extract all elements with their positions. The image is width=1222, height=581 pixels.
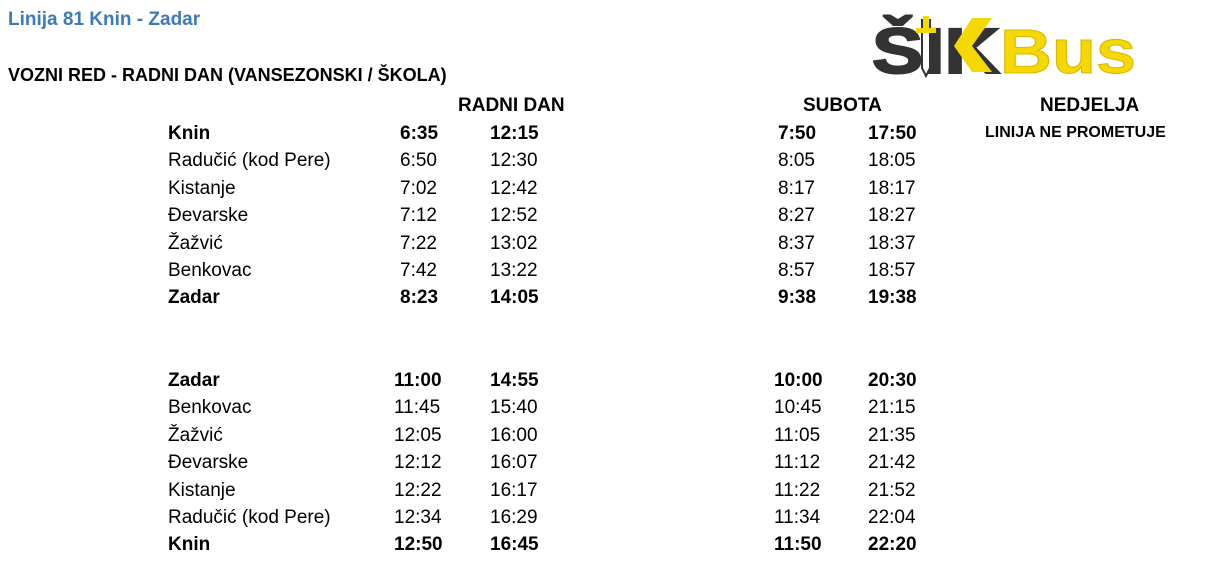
table-row <box>0 426 1222 453</box>
subota-time-2: 20:30 <box>868 370 917 391</box>
radni-dan-time-2: 12:30 <box>490 150 538 172</box>
subota-time-2: 22:04 <box>868 507 916 528</box>
radni-dan-time-2: 13:22 <box>490 260 538 281</box>
subota-time-1: 8:37 <box>778 232 815 254</box>
subota-time-2: 21:42 <box>868 452 916 474</box>
subota-time-1: 8:17 <box>778 177 815 199</box>
column-header-nedjelja: NEDJELJA <box>1040 95 1140 116</box>
table-row <box>0 261 1222 288</box>
subota-time-2: 18:17 <box>868 177 916 199</box>
radni-dan-time-1: 12:12 <box>394 452 442 474</box>
subota-time-1: 8:05 <box>778 150 815 172</box>
table-row <box>0 453 1222 480</box>
radni-dan-time-2: 12:52 <box>490 205 538 227</box>
radni-dan-time-2: 16:29 <box>490 507 538 528</box>
radni-dan-time-1: 12:05 <box>394 424 442 446</box>
column-header-radni-dan: RADNI DAN <box>458 95 565 116</box>
radni-dan-time-2: 16:00 <box>490 424 538 446</box>
radni-dan-time-2: 15:40 <box>490 397 538 419</box>
radni-dan-time-2: 16:17 <box>490 479 538 501</box>
table-row <box>0 206 1222 233</box>
subota-time-2: 18:37 <box>868 232 916 254</box>
radni-dan-time-2: 13:02 <box>490 232 538 254</box>
table-row <box>0 371 1222 398</box>
subota-time-2: 17:50 <box>868 123 917 144</box>
stop-name: Radučić (kod Pere) <box>168 150 331 172</box>
subota-time-1: 9:38 <box>778 287 817 309</box>
table-row <box>0 288 1222 315</box>
table-row <box>0 234 1222 261</box>
radni-dan-time-1: 8:23 <box>400 287 439 309</box>
radni-dan-time-1: 11:45 <box>394 397 441 419</box>
radni-dan-time-1: 7:22 <box>400 232 437 254</box>
subota-time-1: 7:50 <box>778 123 817 144</box>
radni-dan-time-1: 12:22 <box>394 479 442 501</box>
line-title: Linija 81 Knin - Zadar <box>8 9 201 30</box>
stop-name: Zadar <box>168 287 220 309</box>
subota-time-2: 21:52 <box>868 479 916 501</box>
stop-name: Žažvić <box>168 232 223 254</box>
radni-dan-time-1: 12:50 <box>394 534 443 556</box>
column-header-subota: SUBOTA <box>803 95 882 116</box>
subota-time-2: 22:20 <box>868 534 917 556</box>
subota-time-1: 10:45 <box>774 397 822 419</box>
radni-dan-time-1: 7:02 <box>400 177 437 199</box>
radni-dan-time-2: 16:45 <box>490 534 539 556</box>
radni-dan-time-2: 16:07 <box>490 452 538 474</box>
stop-name: Benkovac <box>168 397 252 419</box>
radni-dan-time-2: 12:42 <box>490 177 538 199</box>
subota-time-1: 11:05 <box>774 424 821 446</box>
subota-time-2: 21:35 <box>868 424 916 446</box>
stop-name: Kistanje <box>168 177 236 199</box>
stop-name: Đevarske <box>168 452 249 474</box>
radni-dan-time-2: 14:05 <box>490 287 539 309</box>
table-row <box>0 398 1222 425</box>
stop-name: Knin <box>168 534 211 556</box>
table-row <box>0 508 1222 535</box>
document-title: VOZNI RED - RADNI DAN (VANSEZONSKI / ŠKOLA) <box>8 65 447 85</box>
nedjelja-no-service-note: LINIJA NE PROMETUJE <box>985 124 1166 141</box>
stop-name: Benkovac <box>168 260 252 281</box>
subota-time-2: 18:27 <box>868 205 916 227</box>
subota-time-1: 11:50 <box>774 534 822 556</box>
subota-time-2: 21:15 <box>868 397 916 419</box>
table-row <box>0 179 1222 206</box>
subota-time-1: 10:00 <box>774 370 823 391</box>
subota-time-1: 11:12 <box>774 452 821 474</box>
radni-dan-time-1: 12:34 <box>394 507 442 528</box>
stop-name: Knin <box>168 123 211 144</box>
subota-time-1: 11:34 <box>774 507 821 528</box>
logo-bus-text: Bus <box>1000 18 1136 80</box>
radni-dan-time-1: 11:00 <box>394 370 442 391</box>
stop-name: Radučić (kod Pere) <box>168 507 331 528</box>
subota-time-2: 18:57 <box>868 260 916 281</box>
table-row <box>0 481 1222 508</box>
stop-name: Žažvić <box>168 424 223 446</box>
radni-dan-time-1: 7:12 <box>400 205 437 227</box>
subota-time-2: 18:05 <box>868 150 916 172</box>
stop-name: Đevarske <box>168 205 249 227</box>
stop-name: Kistanje <box>168 479 236 501</box>
radni-dan-time-2: 12:15 <box>490 123 539 144</box>
subota-time-1: 8:27 <box>778 205 815 227</box>
table-row <box>0 535 1222 562</box>
radni-dan-time-2: 14:55 <box>490 370 539 391</box>
subota-time-2: 19:38 <box>868 287 917 309</box>
stop-name: Zadar <box>168 370 220 391</box>
subota-time-1: 8:57 <box>778 260 815 281</box>
table-row <box>0 151 1222 178</box>
sikbus-logo <box>872 10 1138 80</box>
radni-dan-time-1: 7:42 <box>400 260 437 281</box>
table-row <box>0 124 1222 151</box>
radni-dan-time-1: 6:50 <box>400 150 437 172</box>
radni-dan-time-1: 6:35 <box>400 123 439 144</box>
subota-time-1: 11:22 <box>774 479 821 501</box>
